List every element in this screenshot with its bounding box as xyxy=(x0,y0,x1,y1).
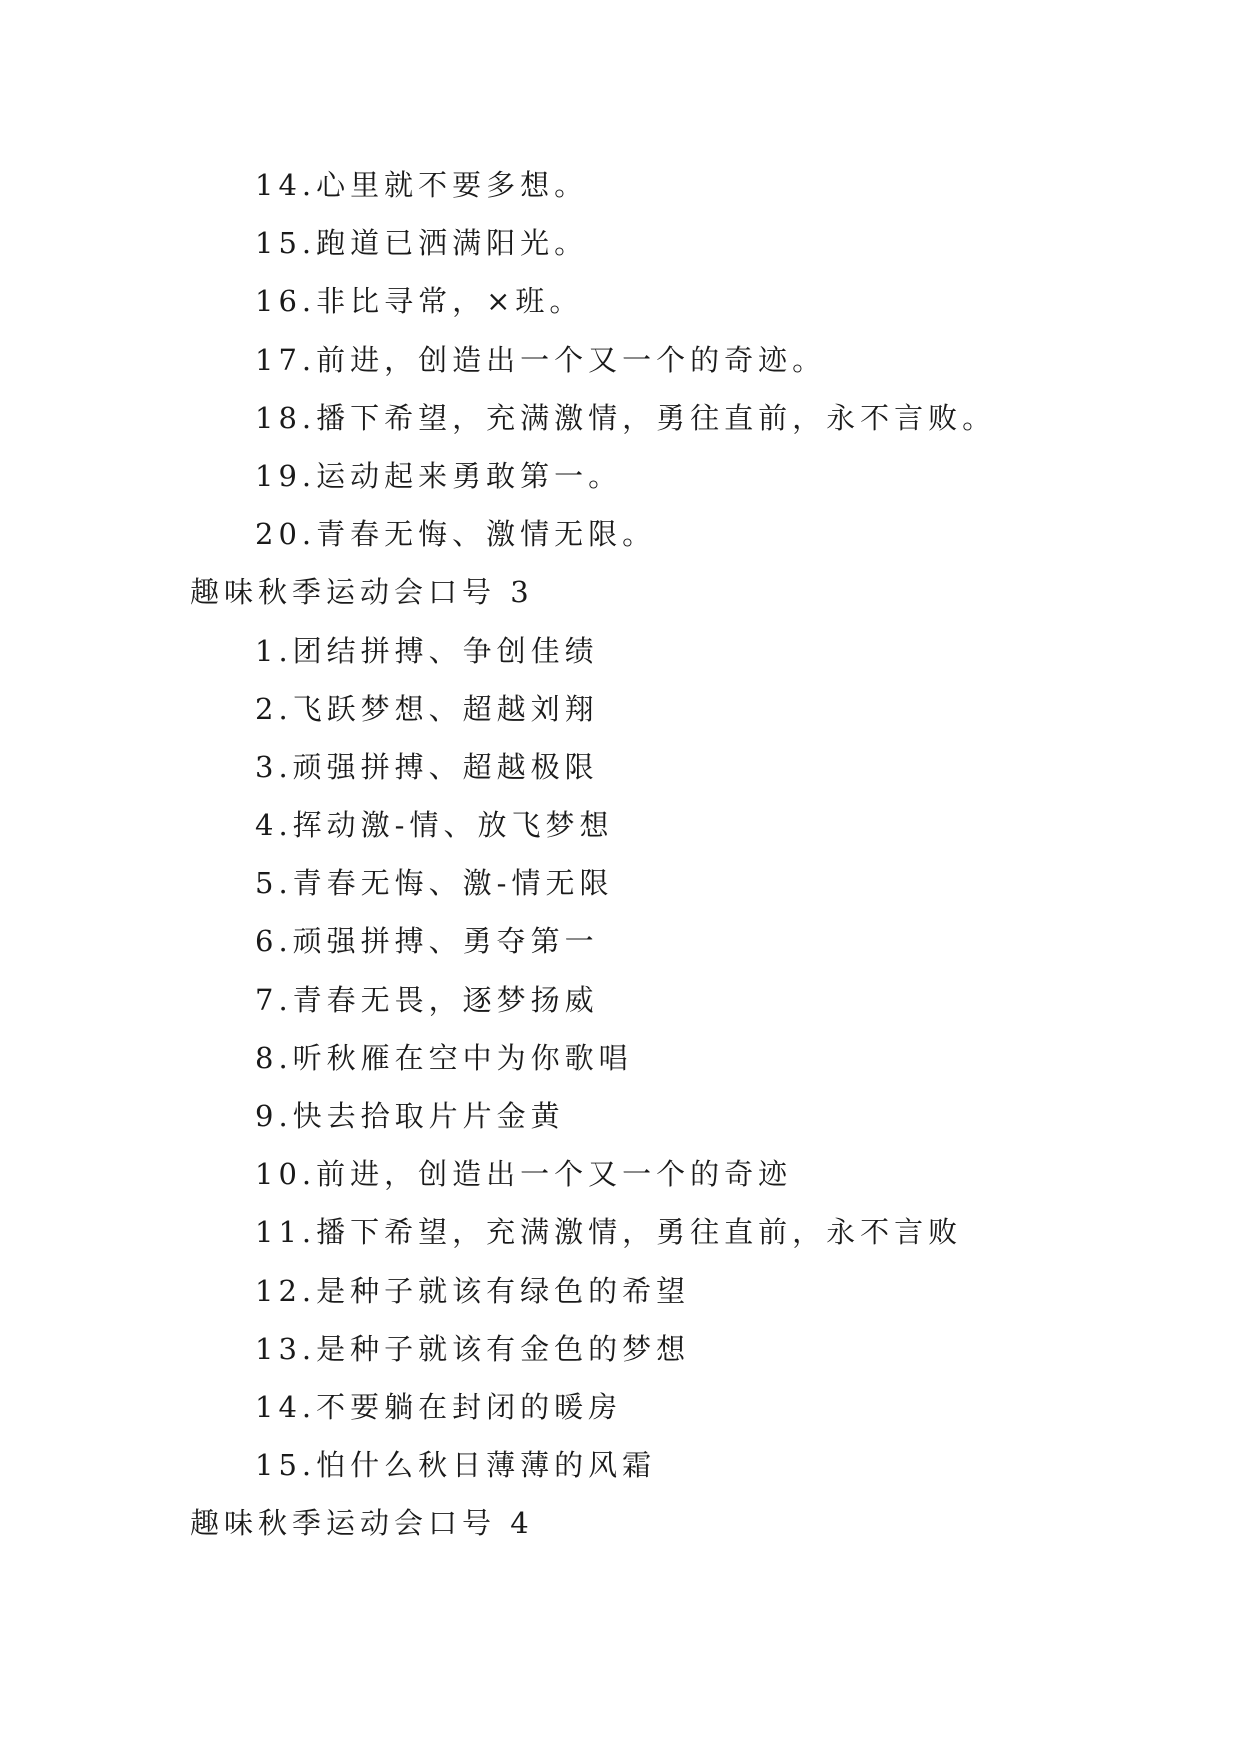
list-item: 6.顽强拼搏、勇夺第一 xyxy=(255,924,599,959)
list-item: 3.顽强拼搏、超越极限 xyxy=(255,749,599,784)
list-item: 15.怕什么秋日薄薄的风霜 xyxy=(255,1448,657,1483)
list-item: 4.挥动激-情、放飞梦想 xyxy=(255,808,614,843)
list-item: 5.青春无悔、激-情无限 xyxy=(255,866,614,901)
list-item: 10.前进，创造出一个又一个的奇迹 xyxy=(255,1157,793,1192)
list-item: 8.听秋雁在空中为你歌唱 xyxy=(255,1040,633,1075)
list-item: 9.快去拾取片片金黄 xyxy=(255,1099,565,1133)
list-item: 20.青春无悔、激情无限。 xyxy=(255,517,657,552)
list-item: 15.跑道已洒满阳光。 xyxy=(255,226,589,261)
list-item: 17.前进，创造出一个又一个的奇迹。 xyxy=(255,342,827,377)
list-item: 7.青春无畏，逐梦扬威 xyxy=(255,982,599,1017)
list-item: 16.非比寻常，×班。 xyxy=(255,284,584,319)
section-heading-4: 趣味秋季运动会口号 4 xyxy=(190,1506,534,1541)
list-item: 1.团结拼搏、争创佳绩 xyxy=(255,633,599,668)
list-item: 12.是种子就该有绿色的希望 xyxy=(255,1273,691,1308)
list-item: 13.是种子就该有金色的梦想 xyxy=(255,1331,691,1366)
list-item: 18.播下希望，充满激情，勇往直前，永不言败。 xyxy=(255,400,997,435)
list-item: 14.不要躺在封闭的暖房 xyxy=(255,1389,623,1424)
list-item: 2.飞跃梦想、超越刘翔 xyxy=(255,691,599,726)
list-item: 14.心里就不要多想。 xyxy=(255,168,589,202)
list-item: 19.运动起来勇敢第一。 xyxy=(255,458,623,493)
list-item: 11.播下希望，充满激情，勇往直前，永不言败 xyxy=(255,1215,963,1250)
slogan-list xyxy=(0,156,1241,1553)
section-heading-3: 趣味秋季运动会口号 3 xyxy=(190,575,534,610)
